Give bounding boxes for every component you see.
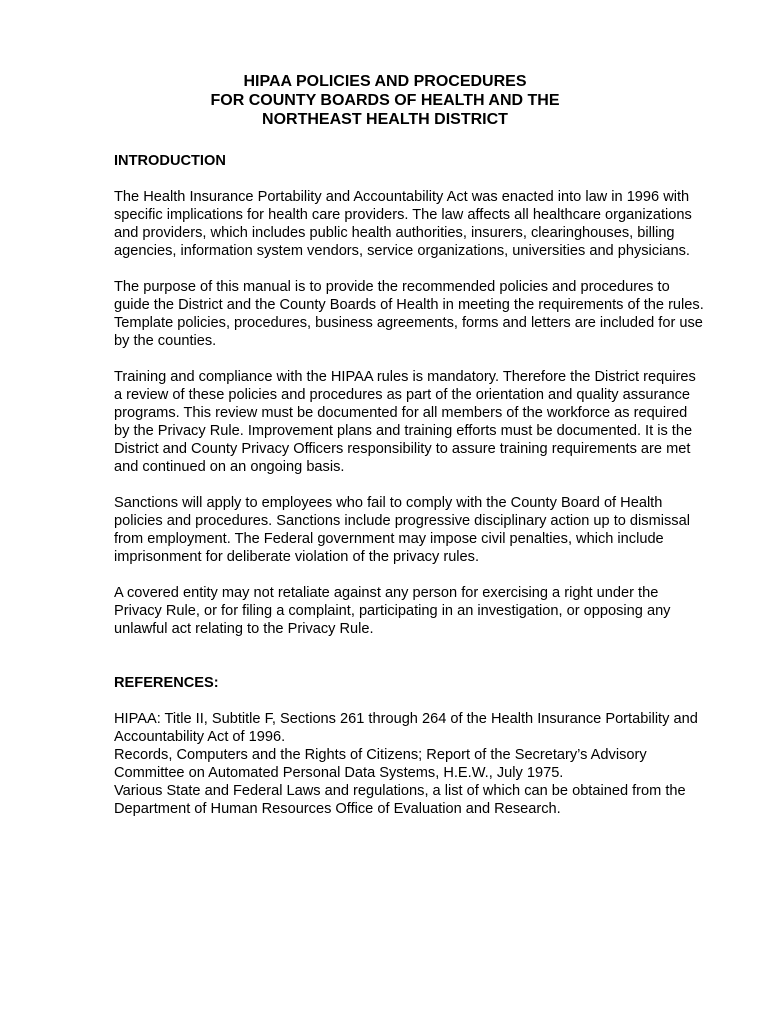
title-line: NORTHEAST HEALTH DISTRICT [262, 111, 508, 128]
paragraph [114, 494, 734, 566]
text-line: guide the District and the County Boards of Health in meeting the requirements of the rules. [114, 297, 704, 313]
paragraph [114, 278, 734, 350]
text-line: The purpose of this manual is to provide the recommended policies and procedures to [114, 279, 670, 295]
title-line: FOR COUNTY BOARDS OF HEALTH AND THE [210, 92, 560, 109]
text-line: policies and procedures. Sanctions include progressive disciplinary action up to dismissal [114, 513, 690, 529]
text-line: agencies, information system vendors, service organizations, universities and physicians. [114, 243, 690, 259]
introduction-heading: INTRODUCTION [114, 153, 226, 169]
text-line: unlawful act relating to the Privacy Rule. [114, 621, 374, 637]
reference-line: Committee on Automated Personal Data Systems, H.E.W., July 1975. [114, 765, 564, 781]
reference-line: Records, Computers and the Rights of Citizens; Report of the Secretary’s Advisory [114, 747, 647, 763]
references-heading: REFERENCES: [114, 675, 219, 691]
text-line: specific implications for health care providers. The law affects all healthcare organizations [114, 207, 692, 223]
text-line: Template policies, procedures, business agreements, forms and letters are included for use [114, 315, 703, 331]
references-list [114, 710, 734, 818]
text-line: by the Privacy Rule. Improvement plans and training efforts must be documented. It is the [114, 423, 693, 439]
text-line: Sanctions will apply to employees who fail to comply with the County Board of Health [114, 495, 663, 511]
text-line: Training and compliance with the HIPAA rules is mandatory. Therefore the District requires [114, 369, 696, 385]
text-line: Privacy Rule, or for filing a complaint, participating in an investigation, or opposing any [114, 603, 671, 619]
reference-line: Accountability Act of 1996. [114, 729, 286, 745]
reference-line: Various State and Federal Laws and regulations, a list of which can be obtained from the [114, 783, 686, 799]
text-line: programs. This review must be documented for all members of the workforce as required [114, 405, 688, 421]
text-line: District and County Privacy Officers responsibility to assure training requirements are met [114, 441, 691, 457]
text-line: by the counties. [114, 333, 217, 349]
document-body [114, 152, 734, 818]
reference-line: HIPAA: Title II, Subtitle F, Sections 261 through 264 of the Health Insurance Portability and [114, 711, 698, 727]
text-line: imprisonment for deliberate violation of the privacy rules. [114, 549, 480, 565]
text-line: The Health Insurance Portability and Accountability Act was enacted into law in 1996 with [114, 189, 690, 205]
paragraph [114, 584, 734, 638]
paragraph [114, 188, 734, 260]
text-line: and providers, which includes public health authorities, insurers, clearinghouses, billing [114, 225, 675, 241]
document-title [0, 72, 770, 129]
text-line: from employment. The Federal government may impose civil penalties, which include [114, 531, 664, 547]
reference-line: Department of Human Resources Office of Evaluation and Research. [114, 801, 561, 817]
text-line: a review of these policies and procedures as part of the orientation and quality assurance [114, 387, 690, 403]
text-line: and continued on an ongoing basis. [114, 459, 345, 475]
paragraph [114, 368, 734, 476]
text-line: A covered entity may not retaliate against any person for exercising a right under the [114, 585, 659, 601]
title-line: HIPAA POLICIES AND PROCEDURES [243, 73, 527, 90]
